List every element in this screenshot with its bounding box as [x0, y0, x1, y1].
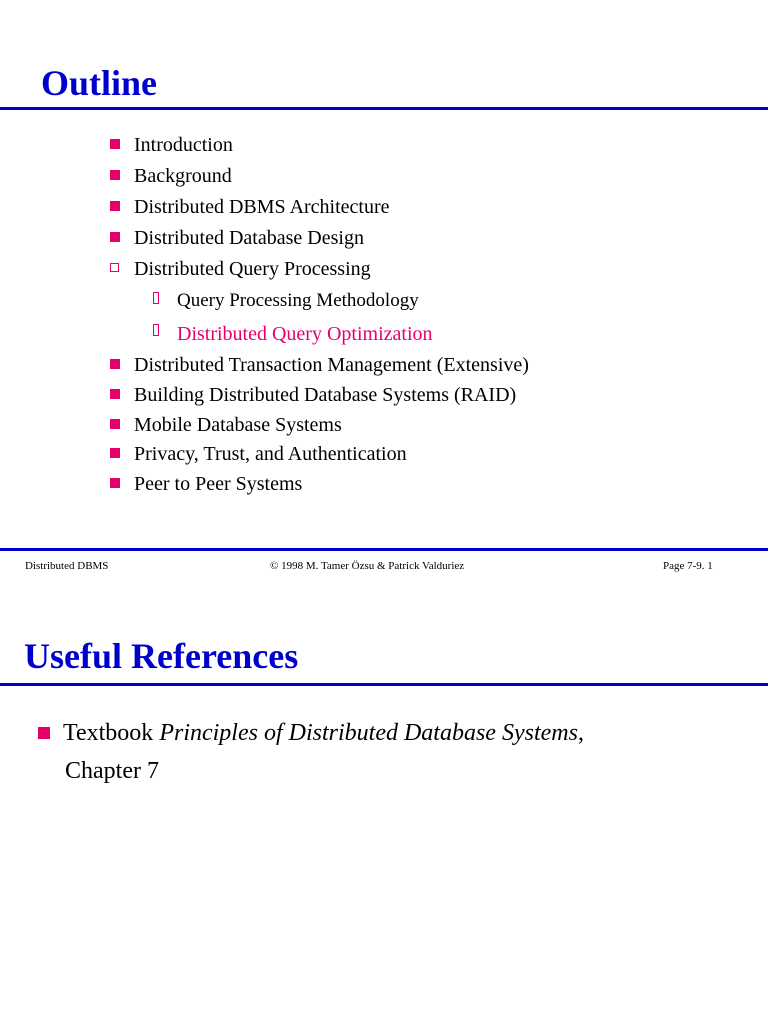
reference-prefix: Textbook — [63, 720, 160, 746]
title-rule — [0, 683, 768, 686]
square-bullet-icon — [110, 359, 120, 369]
outline-item: Distributed Transaction Management (Extensive) — [134, 354, 529, 376]
outline-item: Introduction — [134, 134, 233, 156]
footer-page-number: Page 7-9. 1 — [663, 560, 713, 572]
footer-course: Distributed DBMS — [25, 560, 109, 572]
square-bullet-icon — [110, 232, 120, 242]
outline-item: Mobile Database Systems — [134, 414, 342, 436]
reference-line-1 — [63, 718, 584, 748]
square-bullet-icon — [110, 170, 120, 180]
outline-item: Privacy, Trust, and Authentication — [134, 443, 407, 465]
outline-subitem: Query Processing Methodology — [177, 290, 419, 311]
slide-title: Outline — [41, 63, 158, 103]
outline-item: Building Distributed Database Systems (RAID) — [134, 384, 517, 406]
sub-bullet-icon — [153, 292, 159, 304]
footer-copyright: © 1998 M. Tamer Özsu & Patrick Valduriez — [270, 560, 465, 572]
reference-line-2: Chapter 7 — [65, 758, 159, 784]
outline-item: Distributed DBMS Architecture — [134, 196, 390, 218]
outline-item: Background — [134, 165, 232, 187]
outline-subitem-current: Distributed Query Optimization — [177, 323, 433, 345]
square-bullet-icon — [110, 419, 120, 429]
square-bullet-icon — [110, 389, 120, 399]
reference-suffix: , — [577, 720, 584, 746]
square-bullet-icon — [110, 139, 120, 149]
square-bullet-icon — [110, 201, 120, 211]
outline-item: Peer to Peer Systems — [134, 473, 303, 495]
footer-rule — [0, 548, 768, 551]
square-bullet-icon — [110, 448, 120, 458]
sub-bullet-icon — [153, 324, 159, 336]
outline-item: Distributed Database Design — [134, 227, 364, 249]
hollow-square-bullet-icon — [110, 263, 119, 272]
slide-title: Useful References — [24, 636, 299, 676]
square-bullet-icon — [38, 727, 50, 739]
outline-item: Distributed Query Processing — [134, 258, 371, 280]
title-rule — [0, 107, 768, 110]
square-bullet-icon — [110, 478, 120, 488]
reference-book-title: Principles of Distributed Database Systems — [159, 720, 578, 746]
